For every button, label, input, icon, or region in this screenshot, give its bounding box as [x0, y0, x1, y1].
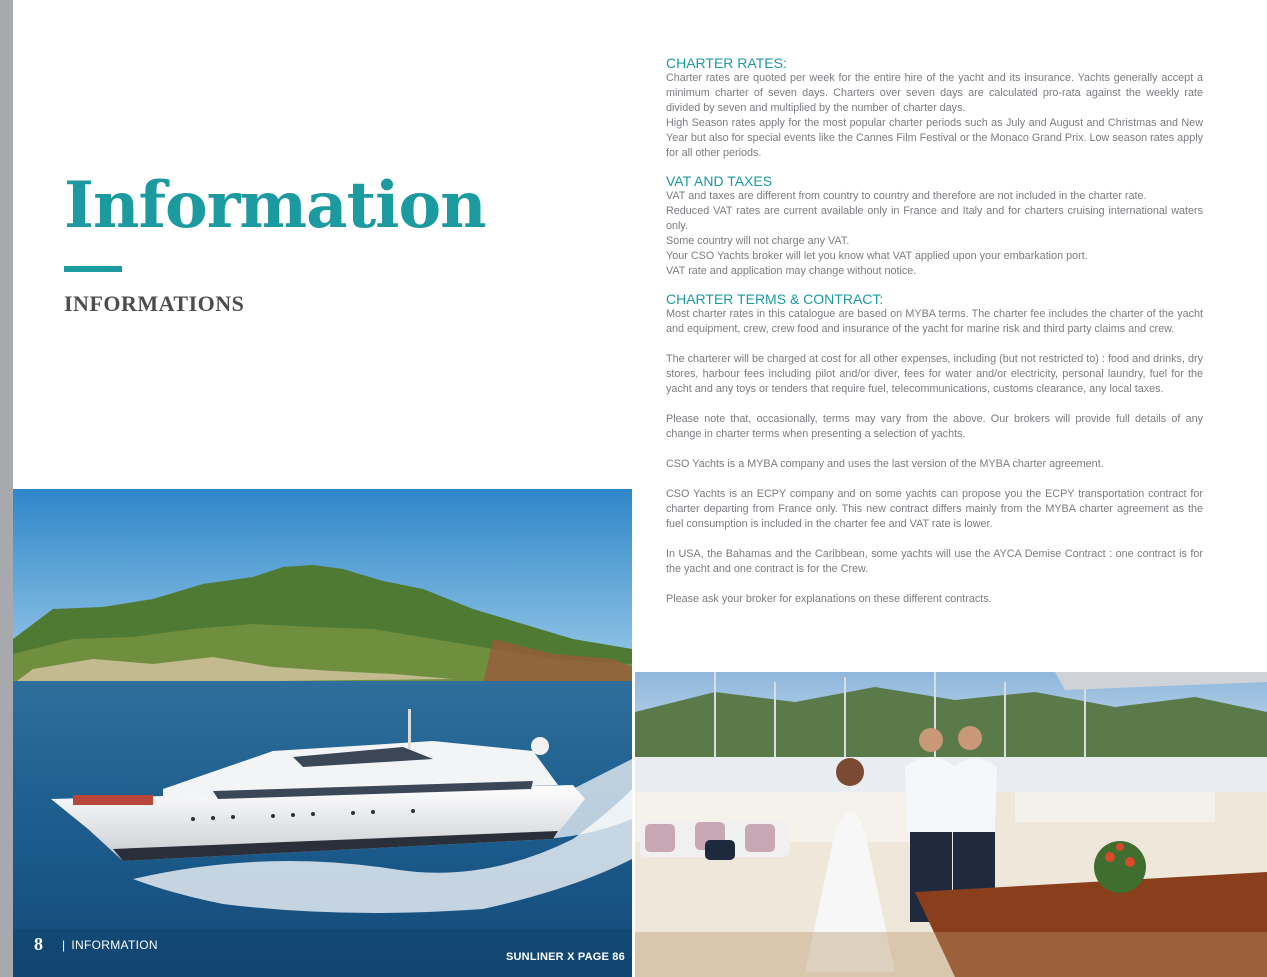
- photo-caption: SUNLINER X PAGE 86: [506, 951, 625, 963]
- section-paragraph: In USA, the Bahamas and the Caribbean, some yachts will use the AYCA Demise Contract : one contract is for the yacht and one contract is for the Crew.: [666, 548, 1203, 575]
- section-paragraph: High Season rates apply for the most popular charter periods such as July and August and Christmas and New Year but also for special events like the Cannes Film Festival or the Monaco Grand Prix. Low season rates apply for all other periods.: [666, 117, 1203, 159]
- left-edge-bar: [0, 0, 13, 977]
- title-accent-rule: [64, 266, 122, 272]
- page-subtitle: INFORMATIONS: [64, 291, 245, 316]
- section-paragraph: CSO Yachts is a MYBA company and uses the last version of the MYBA charter agreement.: [666, 458, 1104, 470]
- section-paragraph: Some country will not charge any VAT.: [666, 235, 850, 247]
- section-paragraph: The charterer will be charged at cost for all other expenses, including (but not restricted to) : food and drinks, dry stores, harbour fees including pilot and/or diver, fees for water and/or electricity, personal laundry, fuel for the yacht and any toys or tenders that require fuel, telecommunications, customs clearance, any local taxes.: [666, 353, 1203, 395]
- footer-section-label: [62, 938, 158, 952]
- footer-section-text: INFORMATION: [71, 938, 158, 952]
- yacht-at-sea-photo: [13, 489, 632, 977]
- section-paragraph: VAT rate and application may change without notice.: [666, 265, 917, 277]
- section-paragraph: Please ask your broker for explanations on these different contracts.: [666, 593, 992, 605]
- section-heading: VAT AND TAXES: [666, 173, 773, 189]
- section-paragraph: CSO Yachts is an ECPY company and on some yachts can propose you the ECPY transportation contract for charter departing from France only. This new contract differs mainly from the MYBA charter agreement as the fuel consumption is included in the charter fee and VAT rate is lower.: [666, 488, 1203, 530]
- info-text-column: [666, 56, 1203, 620]
- section-paragraph: Charter rates are quoted per week for the entire hire of the yacht and its insurance. Yachts generally accept a minimum charter of seven days. Charters over seven days are calculated pro-rata against the weekly rate divided by seven and multiplied by the number of charter days.: [666, 72, 1203, 114]
- section-paragraph: Please note that, occasionally, terms may vary from the above. Our brokers will provide full details of any change in charter terms when presenting a selection of yachts.: [666, 413, 1203, 440]
- section-charter-rates: [666, 56, 1203, 161]
- page-title: Information: [64, 168, 486, 243]
- section-paragraph: VAT and taxes are different from country to country and therefore are not included in the charter rate.: [666, 190, 1147, 202]
- footer-separator: |: [62, 938, 66, 952]
- page-number: 8: [34, 934, 43, 954]
- section-charter-terms: [666, 292, 1203, 607]
- section-paragraph: Most charter rates in this catalogue are based on MYBA terms. The charter fee includes the charter of the yacht and equipment, crew, crew food and insurance of the yacht for marine risk and third party claims and crew.: [666, 308, 1203, 335]
- section-heading: CHARTER RATES:: [666, 55, 787, 71]
- section-paragraph: Reduced VAT rates are current available only in France and Italy and for charters cruising international waters only.: [666, 205, 1203, 232]
- deck-crew-photo: [635, 672, 1267, 977]
- section-heading: CHARTER TERMS & CONTRACT:: [666, 291, 884, 307]
- section-vat-and-taxes: [666, 174, 1203, 279]
- section-paragraph: Your CSO Yachts broker will let you know what VAT applied upon your embarkation port.: [666, 250, 1088, 262]
